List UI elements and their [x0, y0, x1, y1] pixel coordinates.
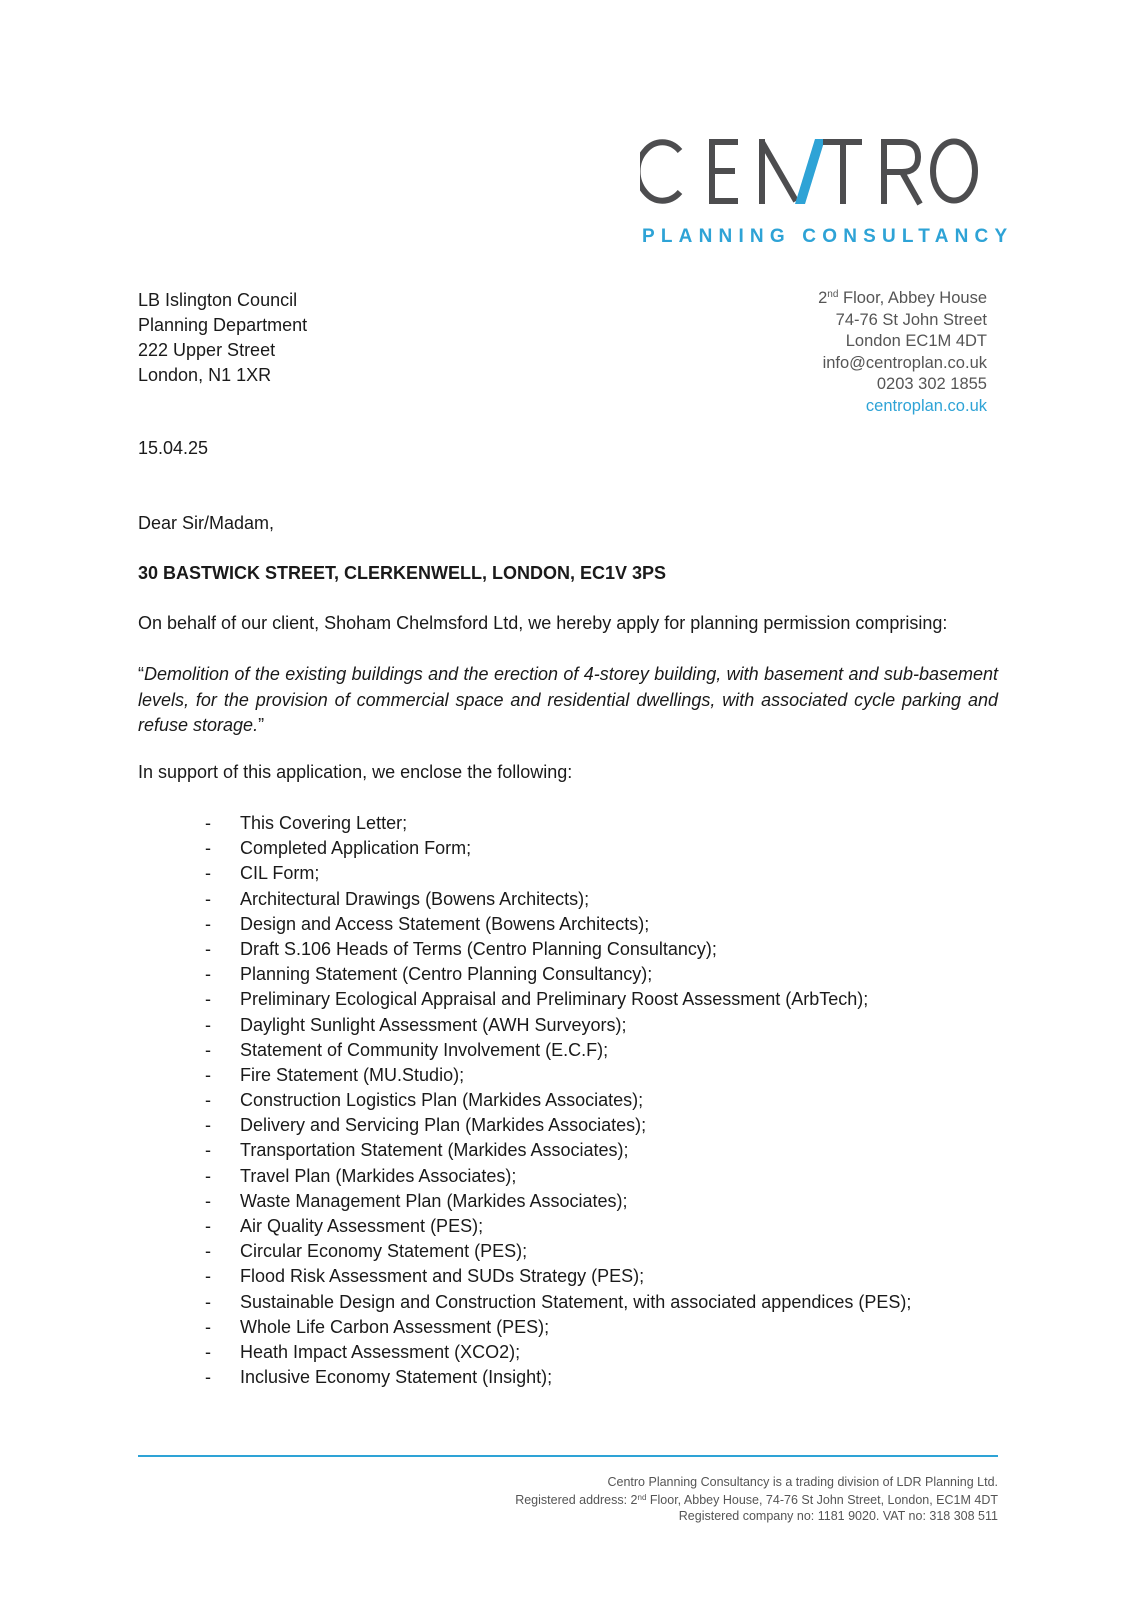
- sender-website-link[interactable]: centroplan.co.uk: [865, 396, 987, 415]
- logo-letter-e: [709, 142, 738, 201]
- letter-date: 15.04.25: [138, 438, 209, 458]
- enclosure-item: [205, 987, 911, 1012]
- enclosure-item: [205, 1315, 911, 1340]
- enclosure-item: [205, 1340, 911, 1365]
- enclosure-item: [205, 1088, 911, 1113]
- list-bullet: -: [205, 1241, 211, 1262]
- enclosure-text: Flood Risk Assessment and SUDs Strategy (PES);: [240, 1266, 645, 1287]
- recipient-address: [138, 288, 307, 388]
- open-quote: “: [138, 664, 144, 684]
- recipient-line: LB Islington Council: [138, 290, 298, 310]
- footer-address-text: Floor, Abbey House, 74-76 St John Street, London, EC1M 4DT: [646, 1493, 998, 1507]
- close-quote: ”: [258, 715, 265, 735]
- logo-letter-n: [762, 139, 825, 204]
- proposal-description: [138, 662, 998, 739]
- logo-letter-o: [933, 142, 975, 201]
- logo-letter-c: [640, 142, 680, 200]
- sender-address: [818, 284, 987, 417]
- logo-letter-t: [823, 142, 862, 204]
- enclosure-text: Completed Application Form;: [240, 838, 472, 859]
- enclosure-text: Heath Impact Assessment (XCO2);: [240, 1341, 521, 1362]
- enclosure-text: Transportation Statement (Markides Associates);: [240, 1140, 629, 1161]
- enclosure-text: Design and Access Statement (Bowens Architects);: [240, 913, 650, 934]
- list-bullet: -: [205, 913, 211, 934]
- list-bullet: -: [205, 863, 211, 884]
- enclosure-item: [205, 1189, 911, 1214]
- enclosure-item: [205, 1063, 911, 1088]
- enclosure-text: Preliminary Ecological Appraisal and Preliminary Roost Assessment (ArbTech);: [240, 989, 869, 1010]
- list-bullet: -: [205, 938, 211, 959]
- list-bullet: -: [205, 1341, 211, 1362]
- enclosure-text: Delivery and Servicing Plan (Markides Associates);: [240, 1115, 647, 1136]
- list-bullet: -: [205, 989, 211, 1010]
- enclosure-item: [205, 887, 911, 912]
- sender-floor-number: 2: [818, 289, 828, 307]
- enclosure-text: Daylight Sunlight Assessment (AWH Surveyors);: [240, 1014, 627, 1035]
- company-logo: [640, 138, 1014, 248]
- enclosure-text: Draft S.106 Heads of Terms (Centro Planning Consultancy);: [240, 938, 717, 959]
- enclosure-item: [205, 937, 911, 962]
- enclosure-item: [205, 1164, 911, 1189]
- list-bullet: -: [205, 1039, 211, 1060]
- enclosure-item: [205, 811, 911, 836]
- recipient-line: Planning Department: [138, 315, 308, 335]
- list-bullet: -: [205, 1291, 211, 1312]
- enclosure-text: Architectural Drawings (Bowens Architects);: [240, 888, 590, 909]
- enclosures-list: [205, 811, 911, 1390]
- list-bullet: -: [205, 1090, 211, 1111]
- list-bullet: -: [205, 1165, 211, 1186]
- footer-line: [515, 1490, 998, 1508]
- enclosure-text: This Covering Letter;: [240, 813, 408, 833]
- footer-line: Centro Planning Consultancy is a trading division of LDR Planning Ltd.: [607, 1475, 998, 1489]
- enclosure-item: [205, 912, 911, 937]
- sender-floor-text: Floor, Abbey House: [838, 289, 987, 307]
- footer: [515, 1474, 998, 1524]
- enclosure-text: Statement of Community Involvement (E.C.F);: [240, 1039, 609, 1060]
- enclosure-item: [205, 1239, 911, 1264]
- proposal-text: Demolition of the existing buildings and the erection of 4-storey building, with basement and sub-basement levels, for the provision of commercial space and residential dwellings, with associated cycle parking and refuse storage.: [138, 664, 998, 735]
- enclosure-item: [205, 1038, 911, 1063]
- enclosures-intro: In support of this application, we enclose the following:: [138, 762, 573, 782]
- enclosure-item: [205, 962, 911, 987]
- enclosure-text: Inclusive Economy Statement (Insight);: [240, 1367, 553, 1388]
- enclosure-item: [205, 1365, 911, 1390]
- enclosure-text: Air Quality Assessment (PES);: [240, 1216, 484, 1236]
- footer-address-prefix: Registered address: 2: [515, 1493, 638, 1507]
- enclosure-text: Travel Plan (Markides Associates);: [240, 1165, 517, 1186]
- list-bullet: -: [205, 1064, 211, 1085]
- logo-wordmark-graphic: [640, 138, 980, 208]
- subject-heading: 30 BASTWICK STREET, CLERKENWELL, LONDON, EC1V 3PS: [138, 563, 667, 583]
- list-bullet: -: [205, 1014, 211, 1035]
- intro-paragraph: On behalf of our client, Shoham Chelmsford Ltd, we hereby apply for planning permission comprising:: [138, 613, 948, 633]
- sender-floor-suffix: nd: [827, 289, 839, 300]
- enclosure-item: [205, 1214, 911, 1239]
- list-bullet: -: [205, 1266, 211, 1287]
- recipient-line: 222 Upper Street: [138, 340, 276, 360]
- sender-floor: [818, 284, 987, 310]
- sender-email[interactable]: info@centroplan.co.uk: [822, 353, 987, 372]
- enclosure-text: Sustainable Design and Construction Statement, with associated appendices (PES);: [240, 1291, 912, 1312]
- enclosure-item: [205, 1013, 911, 1038]
- sender-street: 74-76 St John Street: [835, 310, 987, 329]
- list-bullet: -: [205, 964, 211, 985]
- list-bullet: -: [205, 838, 211, 859]
- sender-phone: 0203 302 1855: [876, 375, 987, 393]
- enclosure-item: [205, 861, 911, 886]
- enclosure-text: Waste Management Plan (Markides Associates);: [240, 1190, 628, 1211]
- list-bullet: -: [205, 888, 211, 909]
- list-bullet: -: [205, 1367, 211, 1388]
- enclosure-text: Construction Logistics Plan (Markides Associates);: [240, 1090, 644, 1111]
- salutation: Dear Sir/Madam,: [138, 513, 275, 533]
- footer-divider: [138, 1455, 998, 1457]
- footer-line: Registered company no: 1181 9020. VAT no: 318 308 511: [678, 1509, 998, 1523]
- enclosure-item: [205, 1113, 911, 1138]
- enclosure-item: [205, 1138, 911, 1163]
- footer-address-suffix: nd: [637, 1493, 647, 1502]
- enclosure-text: Circular Economy Statement (PES);: [240, 1241, 528, 1262]
- recipient-line: London, N1 1XR: [138, 365, 272, 385]
- enclosure-item: [205, 1264, 911, 1289]
- list-bullet: -: [205, 1140, 211, 1161]
- list-bullet: -: [205, 1190, 211, 1211]
- enclosure-text: CIL Form;: [240, 863, 320, 884]
- list-bullet: -: [205, 813, 211, 833]
- list-bullet: -: [205, 1115, 211, 1136]
- enclosure-text: Fire Statement (MU.Studio);: [240, 1064, 465, 1085]
- enclosure-item: [205, 836, 911, 861]
- sender-city: London EC1M 4DT: [845, 332, 987, 350]
- enclosure-item: [205, 1290, 911, 1315]
- logo-letter-r: [884, 139, 920, 204]
- list-bullet: -: [205, 1216, 211, 1236]
- enclosure-text: Planning Statement (Centro Planning Consultancy);: [240, 964, 653, 985]
- list-bullet: -: [205, 1316, 211, 1337]
- logo-subtitle: PLANNING CONSULTANCY: [642, 226, 1014, 247]
- enclosure-text: Whole Life Carbon Assessment (PES);: [240, 1316, 550, 1337]
